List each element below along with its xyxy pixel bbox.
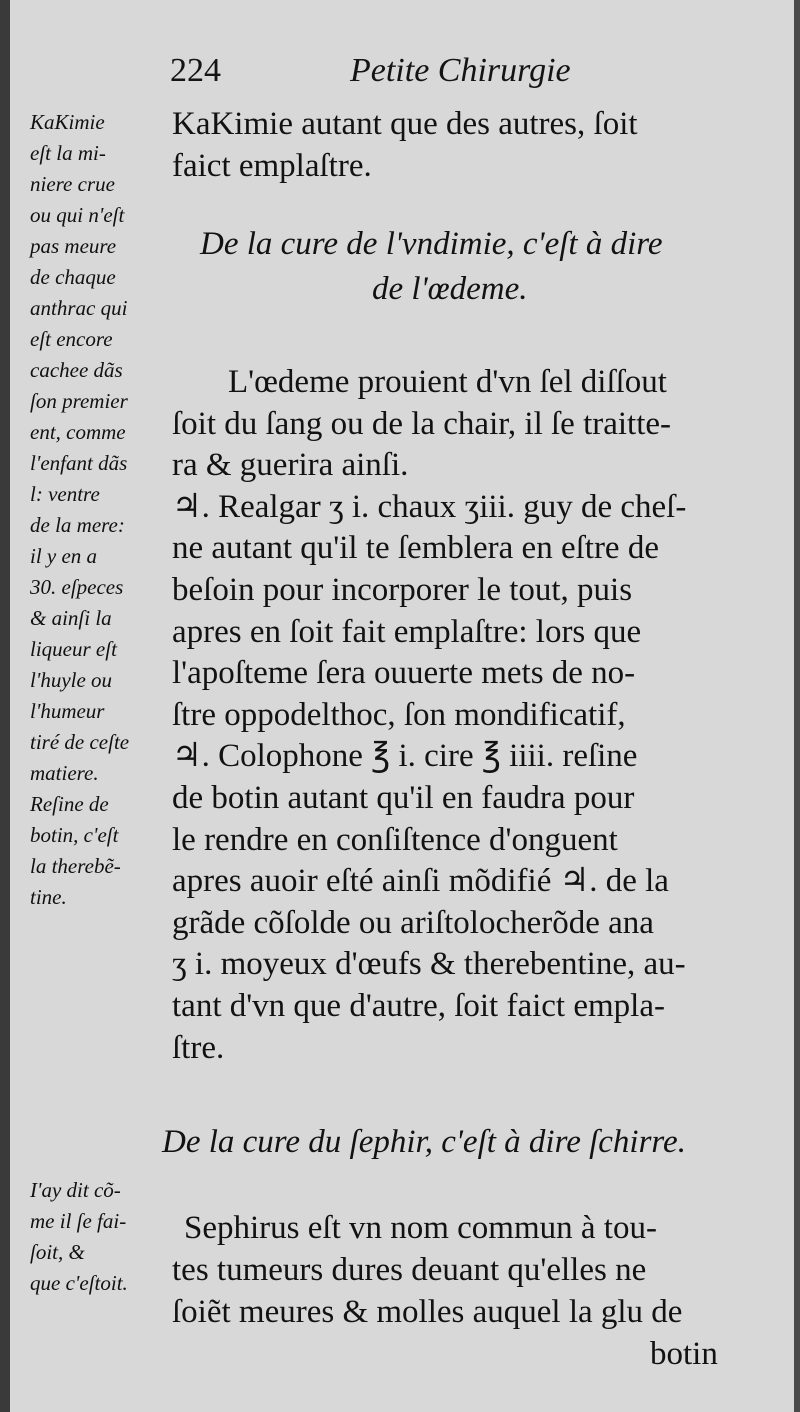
heading-line: de l'œdeme. [372,271,528,307]
margin-line: ou qui n'eſt [30,203,125,227]
margin-line: tine. [30,885,67,909]
margin-line: tiré de ceſte [30,730,130,754]
margin-line: anthrac qui [30,296,128,320]
margin-line: ſon premier [30,389,128,413]
text-line: de botin autant qu'il en faudra pour [172,779,635,816]
text-line: ʒ i. moyeux d'œufs & therebentine, au- [172,946,686,983]
heading-line: De la cure de l'vndimie, c'eſt à dire [200,226,663,262]
margin-line: me il ſe fai- [30,1209,127,1233]
heading-oedeme [200,222,663,312]
text-line: ne autant qu'il te ſemblera en eſtre de [172,530,659,567]
text-line: grãde cõſolde ou ariſtolocherõde ana [172,904,654,941]
text-line: faict emplaſtre. [172,148,372,184]
text-line: le rendre en conſiſtence d'onguent [172,821,618,858]
margin-line: & ainſi la [30,606,112,630]
page-number: 224 [170,52,221,89]
catchword [650,1333,760,1375]
text-line: ſoiẽt meures & molles auquel la glu de [172,1294,683,1330]
text-line: apres en ſoit fait emplaſtre: lors que [172,613,642,650]
margin-line: pas meure [30,234,117,258]
margin-line: ſoit, & [30,1240,85,1264]
page-right-edge [794,0,800,1412]
text-line: ſtre. [172,1029,225,1066]
paragraph-oedeme [172,362,762,1069]
margin-line: cachee dãs [30,358,123,382]
margin-line: matiere. [30,761,99,785]
margin-line: eſt encore [30,327,113,351]
margin-line: de chaque [30,265,116,289]
margin-line: que c'eſtoit. [30,1271,128,1295]
margin-line: ent, comme [30,420,126,444]
margin-line: de la mere: [30,513,125,537]
text-line: ſtre oppodelthoc, ſon mondificatif, [172,696,626,733]
page-header [170,52,610,100]
text-line: tes tumeurs dures deuant qu'elles ne [172,1252,647,1288]
margin-line: KaKimie [30,110,105,134]
text-line: ♃. Realgar ʒ i. chaux ʒiii. guy de cheſ- [172,488,687,525]
text-line: Sephirus eſt vn nom commun à tou- [184,1210,657,1246]
text-line: ra & guerira ainſi. [172,447,409,484]
running-title: Petite Chirurgie [350,52,571,89]
text-line: apres auoir eſté ainſi mõdifié ♃. de la [172,863,669,900]
margin-note-jay-dit [30,1175,128,1299]
margin-line: botin, c'eſt [30,823,119,847]
margin-line: il y en a [30,544,98,568]
margin-line: l'humeur [30,699,105,723]
margin-line: la therebẽ- [30,854,121,878]
text-line: L'œdeme prouient d'vn ſel diſſout [228,364,667,400]
margin-line: l'enfant dãs [30,451,128,475]
text-line: ♃. Colophone ℥ i. cire ℥ iiii. reſine [172,738,638,775]
margin-line: niere crue [30,172,115,196]
heading-sephir [162,1120,686,1165]
margin-line: eſt la mi- [30,141,106,165]
text-line: l'apoſteme ſera ouuerte mets de no- [172,655,636,692]
margin-note-kakimie [30,107,129,913]
paragraph-sephir [172,1207,762,1333]
heading-line: De la cure du ſephir, c'eſt à dire ſchirre. [162,1124,686,1160]
catchword-text: botin [650,1336,718,1372]
text-line: beſoin pour incorporer le tout, puis [172,571,633,608]
intro-text [172,103,762,187]
margin-line: 30. eſpeces [30,575,124,599]
text-line: KaKimie autant que des autres, ſoit [172,106,638,142]
text-line: tant d'vn que d'autre, ſoit faict empla- [172,987,665,1024]
page-left-edge [0,0,10,1412]
margin-line: l: ventre [30,482,100,506]
margin-line: Reſine de [30,792,109,816]
text-line: ſoit du ſang ou de la chair, il ſe traitte- [172,405,672,442]
margin-line: l'huyle ou [30,668,113,692]
margin-line: liqueur eſt [30,637,117,661]
margin-line: I'ay dit cõ- [30,1178,121,1202]
